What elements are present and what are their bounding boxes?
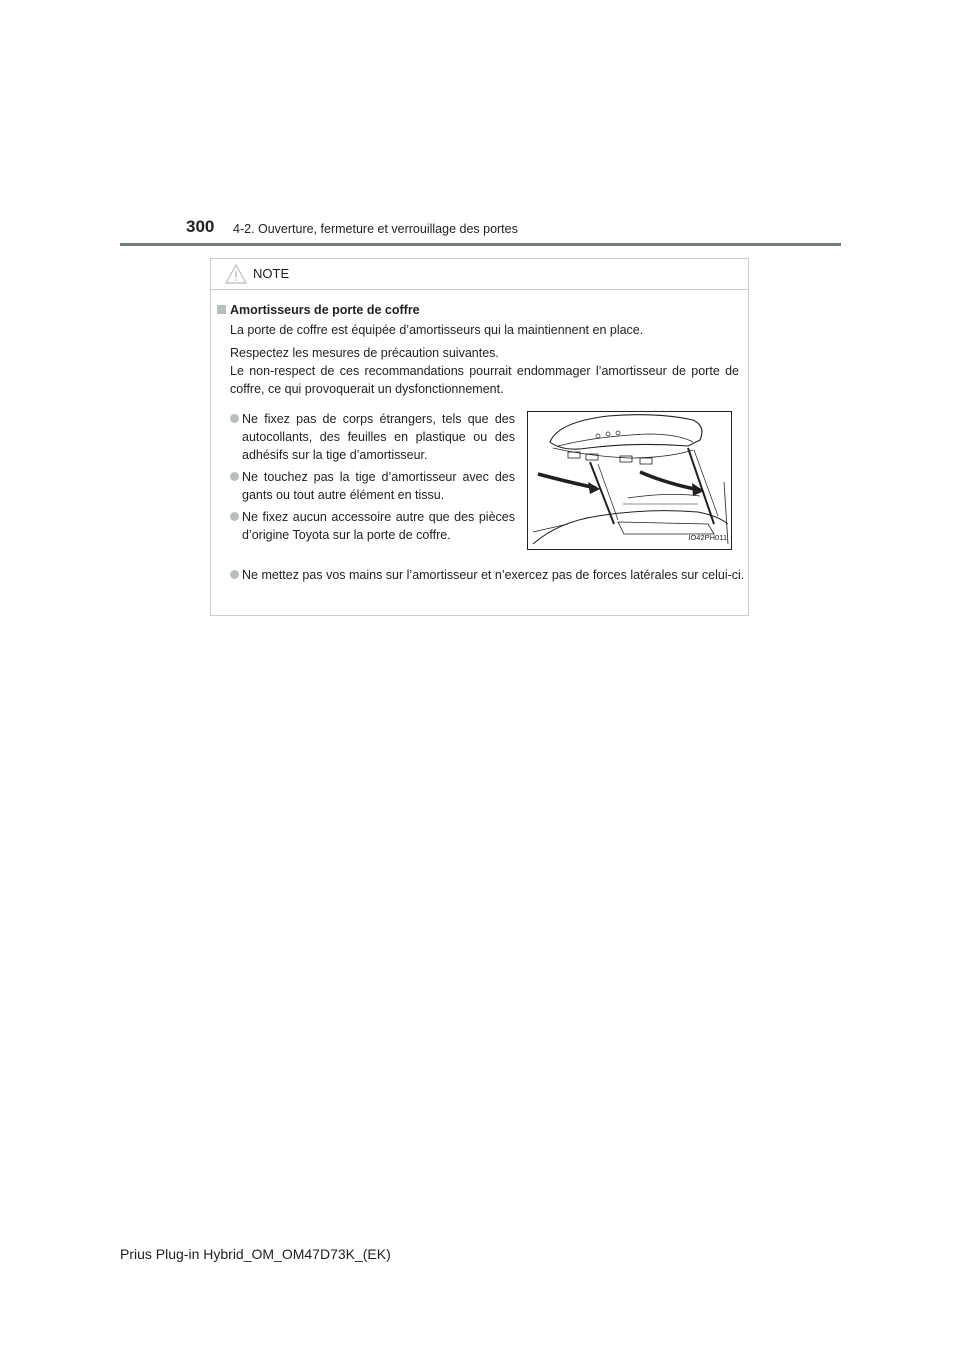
list-item: Ne fixez pas de corps étrangers, tels que des autocollants, des feuilles en plastique ou des adhésifs sur la tige d’amortisseur. (242, 412, 515, 462)
note-precaution-1: Respectez les mesures de précaution suivantes. (230, 346, 499, 360)
bullet-dot (230, 414, 239, 423)
list-item: Ne fixez aucun accessoire autre que des pièces d’origine Toyota sur la porte de coffre. (242, 510, 515, 542)
bullet-dot (230, 570, 239, 579)
note-box (210, 258, 749, 616)
note-precaution-2: Le non-respect de ces recommandations pourrait endommager l’amortisseur de porte de coffre, ce qui provoquerait un dysfonctionnement. (230, 364, 739, 396)
note-body (211, 259, 748, 615)
bullet-dot (230, 512, 239, 521)
list-item: Ne touchez pas la tige d’amortisseur avec des gants ou tout autre élément en tissu. (242, 470, 515, 502)
header-rule (120, 243, 841, 246)
page-number: 300 (186, 217, 215, 236)
section-title: 4-2. Ouverture, fermeture et verrouillage des portes (233, 222, 518, 236)
note-intro: La porte de coffre est équipée d’amortisseurs qui la maintiennent en place. (230, 323, 644, 337)
note-heading: Amortisseurs de porte de coffre (230, 303, 420, 317)
note-label: NOTE (253, 266, 290, 281)
square-bullet (217, 305, 226, 314)
figure-code: IO42PH011 (688, 533, 727, 542)
list-item: Ne mettez pas vos mains sur l’amortisseur et n’exercez pas de forces latérales sur celui-ci. (242, 568, 745, 582)
tailgate-damper-illustration (527, 411, 732, 550)
bullet-dot (230, 472, 239, 481)
footer-model: Prius Plug-in Hybrid_OM_OM47D73K_(EK) (120, 1246, 391, 1262)
